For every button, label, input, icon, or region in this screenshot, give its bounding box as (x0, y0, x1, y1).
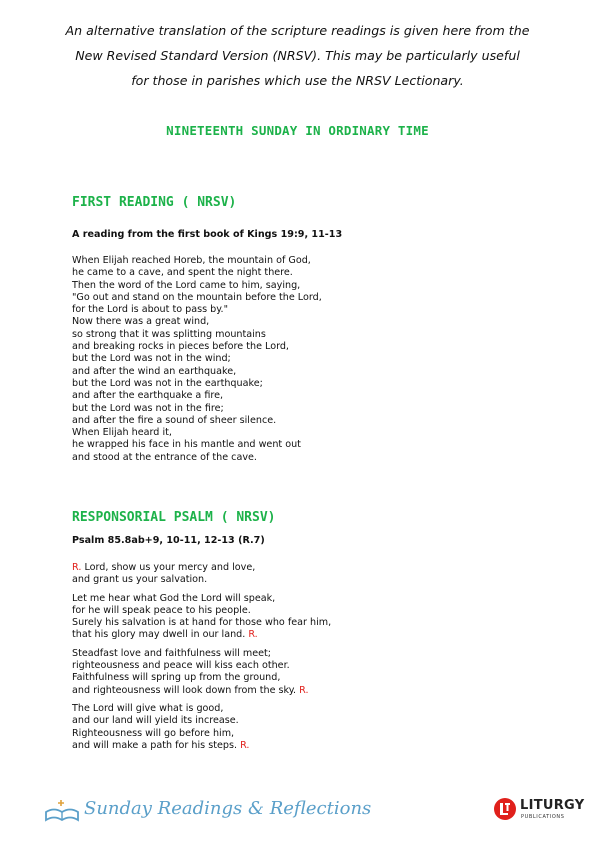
first-reading-heading: FIRST READING ( NRSV) (72, 195, 237, 210)
reading-line: for the Lord is about to pass by." (72, 304, 228, 316)
psalm-line-text: and our land will yield its increase. (72, 715, 239, 727)
psalm-stanza (72, 703, 331, 752)
psalm-line-text: Let me hear what God the Lord will speak, (72, 592, 276, 604)
publisher-logo (493, 797, 585, 825)
psalm-line (72, 715, 331, 727)
publisher-subtitle: PUBLICATIONS (521, 814, 565, 820)
reading-line: he came to a cave, and spent the night there. (72, 267, 293, 279)
reading-line: so strong that it was splitting mountains (72, 328, 266, 340)
response-marker: R. (299, 684, 309, 696)
psalm-line (72, 728, 331, 740)
psalm-stanza (72, 593, 331, 642)
psalm-line-text: for he will speak peace to his people. (72, 604, 251, 616)
psalm-stanza (72, 562, 331, 587)
reading-line: and stood at the entrance of the cave. (72, 451, 257, 463)
psalm-line (72, 648, 331, 660)
psalm-line (72, 703, 331, 715)
psalm-line (72, 660, 331, 672)
intro-line: for those in parishes which use the NRSV Lectionary. (131, 73, 464, 88)
psalm-line-text: that his glory may dwell in our land. (72, 629, 246, 641)
intro-line: New Revised Standard Version (NRSV). This may be particularly useful (75, 48, 520, 63)
psalm-text (72, 562, 331, 758)
psalm-line (72, 593, 331, 605)
psalm-line-text: Surely his salvation is at hand for those who fear him, (72, 617, 332, 629)
reading-line: but the Lord was not in the wind; (72, 353, 231, 365)
psalm-stanza (72, 648, 331, 697)
reading-line: When Elijah reached Horeb, the mountain of God, (72, 255, 311, 266)
reading-line: and breaking rocks in pieces before the Lord, (72, 341, 289, 353)
liturgy-logo-icon (493, 797, 517, 821)
psalm-line-text: and will make a path for his steps. (72, 739, 238, 751)
reading-line: and after the earthquake a fire, (72, 390, 224, 402)
response-marker: R. (240, 739, 250, 751)
reading-line: "Go out and stand on the mountain before the Lord, (72, 291, 322, 303)
first-reading-text (72, 255, 322, 464)
psalm-line-text: righteousness and peace will kiss each other. (72, 660, 290, 672)
reading-line: Now there was a great wind, (72, 316, 210, 328)
intro-note (62, 18, 533, 93)
response-marker: R. (72, 562, 82, 573)
footer-brand (44, 796, 372, 824)
psalm-line (72, 574, 331, 586)
psalm-heading: RESPONSORIAL PSALM ( NRSV) (72, 510, 276, 525)
psalm-line-text: Righteousness will go before him, (72, 727, 235, 739)
psalm-line (72, 562, 331, 574)
reading-line: When Elijah heard it, (72, 427, 172, 439)
reading-line: but the Lord was not in the earthquake; (72, 377, 263, 389)
reading-line: and after the wind an earthquake, (72, 365, 237, 377)
reading-line: Then the word of the Lord came to him, saying, (72, 279, 301, 291)
psalm-line (72, 605, 331, 617)
first-reading-source: A reading from the first book of Kings 19:9, 11-13 (72, 229, 343, 240)
publisher-name: LITURGY (520, 798, 585, 813)
psalm-line-text: and grant us your salvation. (72, 574, 208, 586)
brand-name: Sunday Readings & Reflections (84, 798, 372, 819)
psalm-source: Psalm 85.8ab+9, 10-11, 12-13 (R.7) (72, 535, 265, 546)
response-marker: R. (248, 629, 258, 641)
psalm-line-text: Faithfulness will spring up from the ground, (72, 672, 281, 684)
psalm-line (72, 629, 331, 641)
psalm-line-text: The Lord will give what is good, (72, 702, 224, 714)
psalm-line (72, 740, 331, 752)
intro-line: An alternative translation of the scripture readings is given here from the (65, 23, 530, 38)
psalm-line (72, 617, 331, 629)
psalm-line-text: and righteousness will look down from the sky. (72, 684, 297, 696)
open-book-icon (44, 796, 80, 824)
psalm-line (72, 672, 331, 684)
reading-line: but the Lord was not in the fire; (72, 402, 224, 414)
psalm-line (72, 685, 331, 697)
reading-line: he wrapped his face in his mantle and went out (72, 439, 301, 451)
sunday-title: NINETEENTH SUNDAY IN ORDINARY TIME (166, 123, 429, 138)
psalm-line-text: Steadfast love and faithfulness will meet; (72, 647, 272, 659)
psalm-line-text: Lord, show us your mercy and love, (84, 562, 256, 573)
reading-line: and after the fire a sound of sheer silence. (72, 414, 277, 426)
